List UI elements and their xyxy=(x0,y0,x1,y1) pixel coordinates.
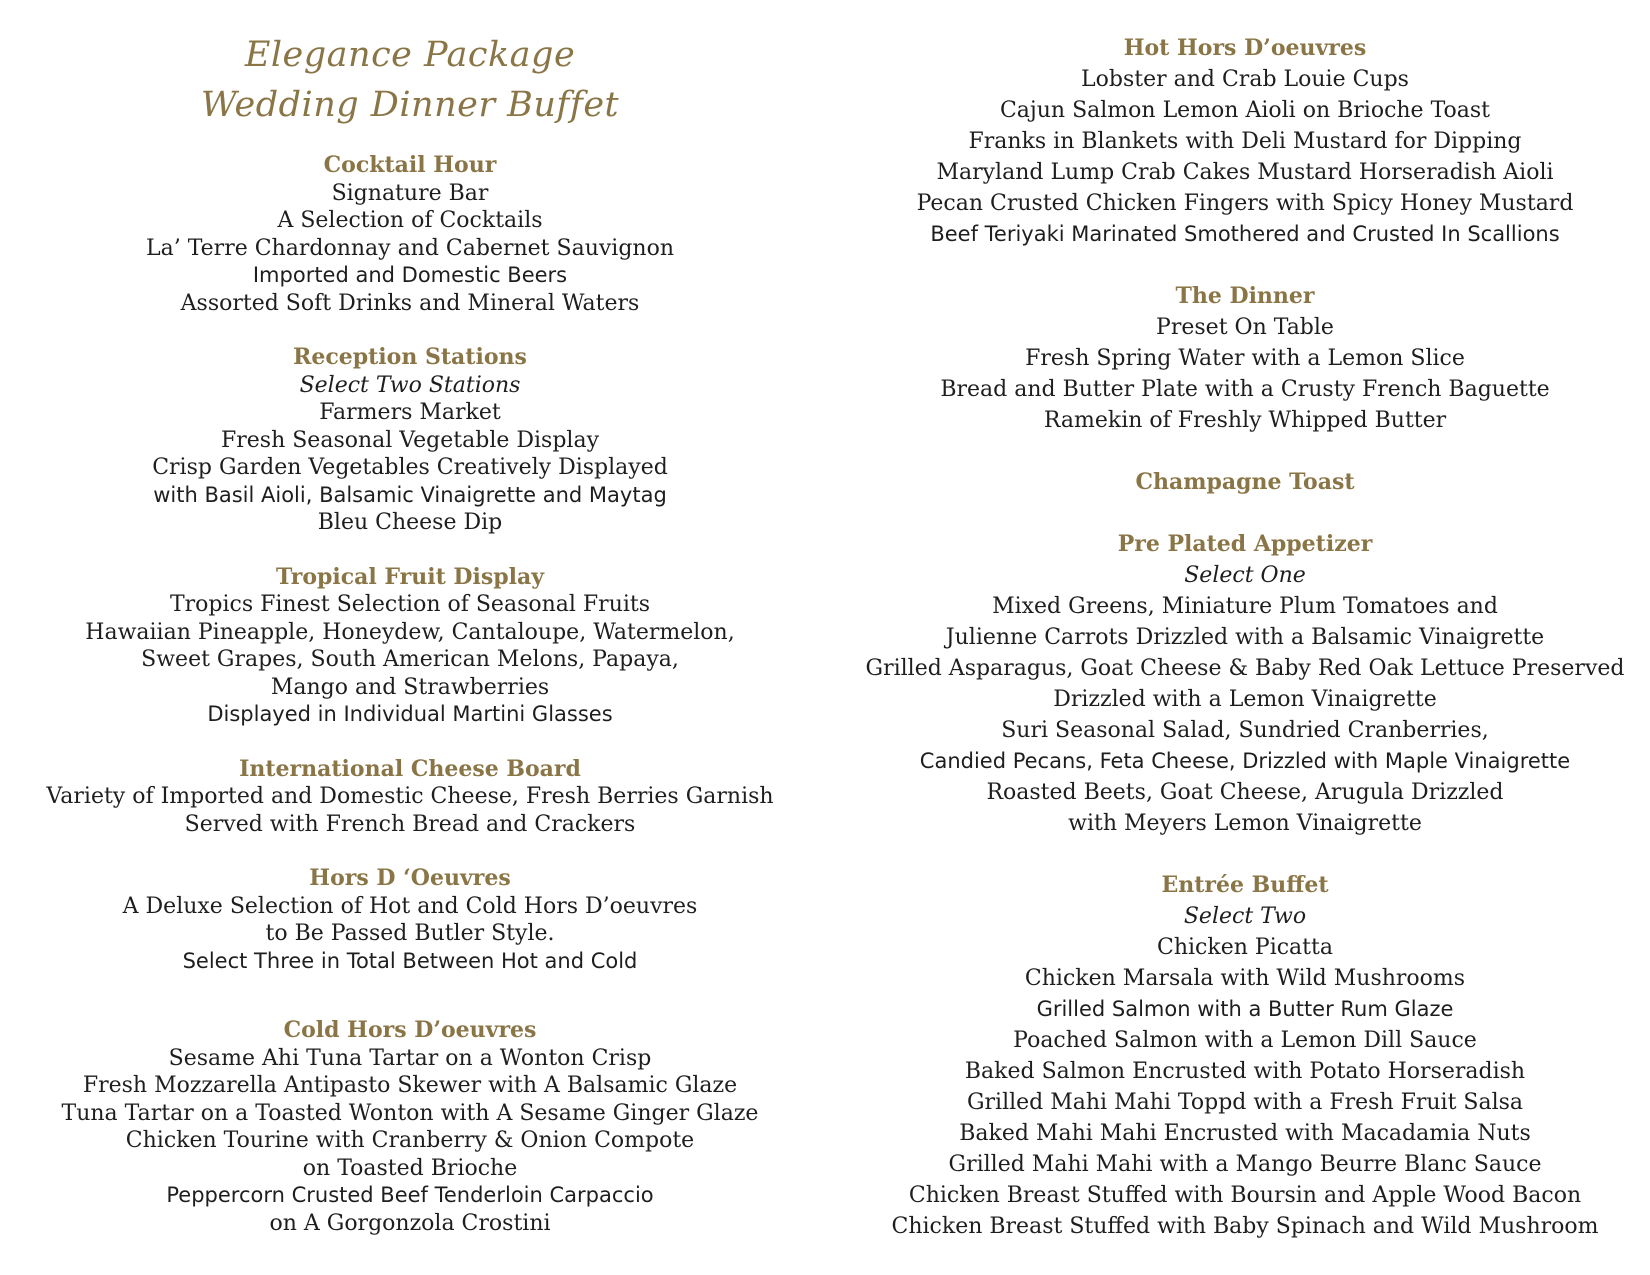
menu-item: Bread and Butter Plate with a Crusty French Baguette xyxy=(940,377,1550,402)
menu-item: to Be Passed Butler Style. xyxy=(265,921,555,946)
left-column xyxy=(0,0,820,1237)
menu-item: Grilled Asparagus, Goat Cheese & Baby Red Oak Lettuce Preserved xyxy=(865,656,1625,681)
menu-section-champagne-toast xyxy=(840,467,1650,498)
menu-item: Grilled Mahi Mahi Toppd with a Fresh Fruit Salsa xyxy=(966,1090,1524,1115)
section-heading: Reception Stations xyxy=(293,344,527,370)
menu-item: Grilled Mahi Mahi with a Mango Beurre Blanc Sauce xyxy=(948,1152,1542,1177)
menu-item: Select Two xyxy=(1183,904,1307,929)
menu-item: Maryland Lump Crab Cakes Mustard Horseradish Aioli xyxy=(936,160,1554,185)
section-heading: Cold Hors D’oeuvres xyxy=(283,1017,537,1043)
menu-item: Crisp Garden Vegetables Creatively Displayed xyxy=(152,455,668,480)
menu-section-tropical-fruit-display xyxy=(0,564,820,729)
section-spacer xyxy=(840,498,1650,529)
menu-item: Beef Teriyaki Marinated Smothered and Crusted In Scallions xyxy=(930,222,1560,246)
menu-item: Preset On Table xyxy=(1156,315,1334,340)
right-column xyxy=(840,0,1650,1242)
menu-item: Cajun Salmon Lemon Aioli on Brioche Toast xyxy=(999,98,1491,123)
menu-item: A Selection of Cocktails xyxy=(277,208,543,233)
section-heading: Entrée Buffet xyxy=(1161,872,1329,898)
menu-section-hors-d-oeuvres xyxy=(0,865,820,975)
menu-item: Pecan Crusted Chicken Fingers with Spicy Honey Mustard xyxy=(916,191,1574,216)
menu-item: with Meyers Lemon Vinaigrette xyxy=(1068,811,1422,836)
menu-item: Mixed Greens, Miniature Plum Tomatoes and xyxy=(992,594,1498,619)
menu-item: Peppercorn Crusted Beef Tenderloin Carpaccio xyxy=(166,1183,654,1207)
section-spacer xyxy=(0,838,820,865)
section-heading: Hot Hors D’oeuvres xyxy=(1123,35,1367,61)
menu-item: Grilled Salmon with a Butter Rum Glaze xyxy=(1036,997,1454,1021)
menu-item: La’ Terre Chardonnay and Cabernet Sauvignon xyxy=(145,235,675,261)
menu-item: Drizzled with a Lemon Vinaigrette xyxy=(1053,687,1437,712)
section-spacer xyxy=(840,436,1650,467)
section-spacer xyxy=(840,250,1650,281)
menu-item: Select Two Stations xyxy=(299,372,521,398)
menu-item: Farmers Market xyxy=(319,400,501,425)
section-heading: International Cheese Board xyxy=(239,755,581,782)
section-heading: Hors D ‘Oeuvres xyxy=(309,865,511,891)
menu-section-international-cheese-board xyxy=(0,756,820,839)
menu-item: Lobster and Crab Louie Cups xyxy=(1081,67,1409,92)
menu-title xyxy=(0,30,820,130)
right-sections xyxy=(840,33,1650,1242)
menu-item: Select One xyxy=(1184,563,1306,588)
menu-item: Tropics Finest Selection of Seasonal Fruits xyxy=(169,592,651,617)
menu-item: Sesame Ahi Tuna Tartar on a Wonton Crisp xyxy=(168,1045,652,1071)
menu-item: Mango and Strawberries xyxy=(270,674,550,700)
menu-item: Baked Salmon Encrusted with Potato Horseradish xyxy=(964,1059,1526,1084)
menu-item: Poached Salmon with a Lemon Dill Sauce xyxy=(1013,1028,1477,1053)
menu-item: Fresh Spring Water with a Lemon Slice xyxy=(1025,346,1465,371)
menu-item: Displayed in Individual Martini Glasses xyxy=(207,702,613,726)
menu-item: Roasted Beets, Goat Cheese, Arugula Drizzled xyxy=(986,780,1504,805)
menu-item: on Toasted Brioche xyxy=(302,1155,518,1181)
section-spacer xyxy=(840,839,1650,870)
menu-item: Baked Mahi Mahi Encrusted with Macadamia Nuts xyxy=(959,1121,1531,1146)
menu-item: Sweet Grapes, South American Melons, Papaya, xyxy=(141,647,679,672)
menu-item: Candied Pecans, Feta Cheese, Drizzled with Maple Vinaigrette xyxy=(919,749,1571,773)
menu-section-hot-hors-d-oeuvres xyxy=(840,33,1650,250)
menu-item: Hawaiian Pineapple, Honeydew, Cantaloupe, Watermelon, xyxy=(85,619,735,645)
menu-item: Chicken Breast Stuffed with Boursin and Apple Wood Bacon xyxy=(908,1183,1582,1208)
section-spacer xyxy=(0,729,820,756)
menu-section-pre-plated-appetizer xyxy=(840,529,1650,839)
section-spacer xyxy=(0,975,820,1017)
menu-item: Bleu Cheese Dip xyxy=(317,510,503,535)
section-heading: The Dinner xyxy=(1175,283,1315,309)
menu-item: Chicken Marsala with Wild Mushrooms xyxy=(1024,966,1466,991)
section-heading: Pre Plated Appetizer xyxy=(1117,531,1373,557)
menu-item: Fresh Seasonal Vegetable Display xyxy=(220,427,600,453)
menu-item: Served with French Bread and Crackers xyxy=(184,811,636,837)
menu-item: A Deluxe Selection of Hot and Cold Hors D’oeuvres xyxy=(122,893,698,919)
menu-item: Suri Seasonal Salad, Sundried Cranberries, xyxy=(1001,718,1489,743)
menu-item: Fresh Mozzarella Antipasto Skewer with A Balsamic Glaze xyxy=(82,1073,738,1098)
menu-item: on A Gorgonzola Crostini xyxy=(269,1210,551,1236)
section-spacer xyxy=(0,537,820,564)
menu-item: Imported and Domestic Beers xyxy=(252,263,568,287)
left-sections xyxy=(0,152,820,1237)
menu-item: Ramekin of Freshly Whipped Butter xyxy=(1043,408,1447,433)
menu-item: Chicken Picatta xyxy=(1157,935,1333,960)
section-heading: Champagne Toast xyxy=(1135,469,1355,495)
section-heading: Tropical Fruit Display xyxy=(275,563,545,590)
menu-item: with Basil Aioli, Balsamic Vinaigrette and Maytag xyxy=(153,482,667,507)
menu-item: Tuna Tartar on a Toasted Wonton with A Sesame Ginger Glaze xyxy=(61,1100,759,1126)
menu-item: Chicken Tourine with Cranberry & Onion Compote xyxy=(125,1128,695,1153)
menu-item: Signature Bar xyxy=(331,180,489,206)
menu-item: Variety of Imported and Domestic Cheese, Fresh Berries Garnish xyxy=(46,784,774,809)
menu-section-cocktail-hour xyxy=(0,152,820,317)
menu-item: Chicken Breast Stuffed with Baby Spinach and Wild Mushroom xyxy=(891,1214,1599,1239)
menu-section-the-dinner xyxy=(840,281,1650,436)
menu-section-entr-e-buffet xyxy=(840,870,1650,1242)
menu-title-line-1: Elegance Package xyxy=(244,35,576,75)
menu-item: Assorted Soft Drinks and Mineral Waters xyxy=(180,290,640,316)
section-heading: Cocktail Hour xyxy=(323,152,497,178)
menu-section-reception-stations xyxy=(0,344,820,537)
menu-title-line-2: Wedding Dinner Buffet xyxy=(200,85,620,125)
menu-item: Franks in Blankets with Deli Mustard for Dipping xyxy=(968,129,1522,154)
menu-section-cold-hors-d-oeuvres xyxy=(0,1017,820,1237)
section-spacer xyxy=(0,317,820,344)
menu-item: Select Three in Total Between Hot and Cold xyxy=(182,948,638,973)
menu-item: Julienne Carrots Drizzled with a Balsamic Vinaigrette xyxy=(945,625,1545,650)
